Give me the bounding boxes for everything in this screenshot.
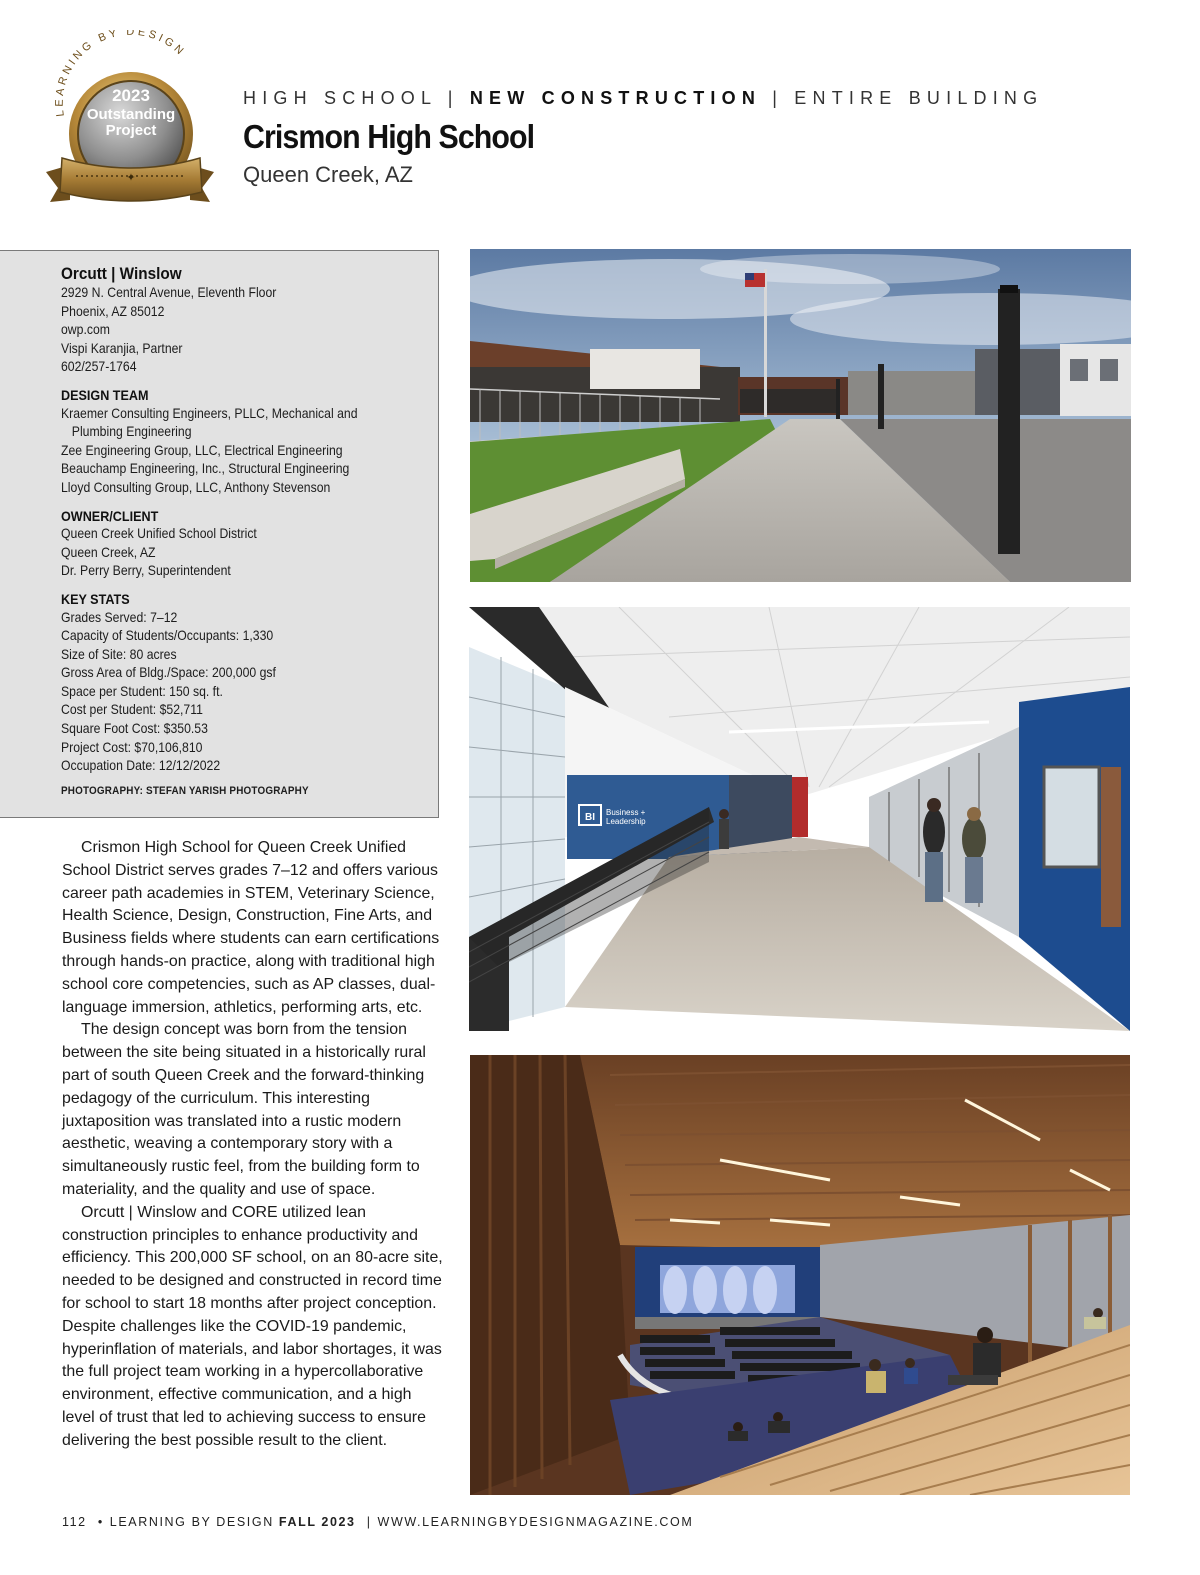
key-stats-heading: KEY STATS xyxy=(61,590,130,607)
magazine-website[interactable]: WWW.LEARNINGBYDESIGNMAGAZINE.COM xyxy=(377,1515,694,1529)
magazine-name: LEARNING BY DESIGN xyxy=(109,1515,274,1529)
page-title: Crismon High School xyxy=(243,118,535,155)
stat-item: Square Foot Cost: $350.53 xyxy=(61,721,208,737)
owner-item: Queen Creek Unified School District xyxy=(61,526,257,542)
design-team-item: Zee Engineering Group, LLC, Electrical Engineering xyxy=(61,442,343,458)
mural-sign-icon: BI xyxy=(585,812,595,823)
firm-website: owp.com xyxy=(61,322,110,338)
auditorium-photo xyxy=(470,1055,1130,1495)
stat-item: Occupation Date: 12/12/2022 xyxy=(61,758,221,774)
photo-credit: PHOTOGRAPHY: STEFAN YARISH PHOTOGRAPHY xyxy=(61,784,309,797)
owner-heading: OWNER/CLIENT xyxy=(61,507,159,524)
badge-year: 2023 xyxy=(112,86,150,105)
article-paragraph: Orcutt | Winslow and CORE utilized lean construction principles to enhance productivity and efficiency. This 200,000 SF school, on an 80-acre site, needed to be designed and constructed in record time for school to start 18 months after project conception. Despite challenges like the COVID-19 pandemic, hyperinflation of materials, and labor shortages, it was the full project team working in a hypercollaborative environment, effective communication, and a high level of trust that led to achieving success to ensure delivering the best possible result to the client. xyxy=(62,1203,443,1449)
firm-phone: 602/257-1764 xyxy=(61,359,137,375)
page-number: 112 xyxy=(62,1515,87,1529)
category-type: NEW CONSTRUCTION xyxy=(469,88,762,108)
footer-bullet: • xyxy=(97,1515,104,1529)
badge-line1: Outstanding xyxy=(86,106,176,123)
badge-arc-text: LEARNING BY DESIGN xyxy=(53,30,188,118)
outstanding-project-badge xyxy=(40,30,220,210)
stat-item: Grades Served: 7–12 xyxy=(61,609,178,625)
page-footer xyxy=(62,1515,693,1529)
article-body xyxy=(62,837,444,1453)
issue-label: FALL 2023 xyxy=(278,1515,356,1529)
category-level: HIGH SCHOOL | xyxy=(243,88,470,108)
design-team-item: Kraemer Consulting Engineers, PLLC, Mechanical and xyxy=(61,405,358,421)
firm-contact: Vispi Karanjia, Partner xyxy=(61,340,183,356)
svg-text:✦: ✦ xyxy=(126,172,136,184)
stat-item: Size of Site: 80 acres xyxy=(61,646,177,662)
mural-sign-line1: Business + xyxy=(606,808,646,817)
stat-item: Space per Student: 150 sq. ft. xyxy=(61,683,223,699)
design-team-item: Beauchamp Engineering, Inc., Structural Engineering xyxy=(61,461,350,477)
project-category xyxy=(243,88,1043,109)
badge-medal-icon xyxy=(40,30,220,210)
category-scope: | ENTIRE BUILDING xyxy=(761,88,1044,108)
firm-name: Orcutt | Winslow xyxy=(61,264,182,283)
project-info-box xyxy=(0,250,439,818)
design-team-item: Lloyd Consulting Group, LLC, Anthony Stevenson xyxy=(61,479,331,495)
footer-divider: | xyxy=(366,1515,372,1529)
design-team-item: Plumbing Engineering xyxy=(71,424,192,440)
stat-item: Gross Area of Bldg./Space: 200,000 gsf xyxy=(61,665,276,681)
badge-line2: Project xyxy=(105,122,157,139)
stat-item: Capacity of Students/Occupants: 1,330 xyxy=(61,628,274,644)
corridor-photo xyxy=(469,607,1130,1031)
project-location: Queen Creek, AZ xyxy=(243,162,413,187)
firm-city: Phoenix, AZ 85012 xyxy=(61,303,165,319)
owner-item: Queen Creek, AZ xyxy=(61,544,156,560)
owner-item: Dr. Perry Berry, Superintendent xyxy=(61,563,231,579)
design-team-heading: DESIGN TEAM xyxy=(61,386,149,403)
stat-item: Cost per Student: $52,711 xyxy=(61,702,203,718)
exterior-photo xyxy=(470,249,1131,582)
article-paragraph: Crismon High School for Queen Creek Unified School District serves grades 7–12 and offers various career path academies in STEM, Veterinary Science, Health Science, Design, Construction, Fine Arts, and Business fields where students can earn certifications through hands-on practice, along with traditional high school core competencies, such as AP classes, dual-language immersion, athletics, performing arts, etc. xyxy=(62,839,440,1016)
stat-item: Project Cost: $70,106,810 xyxy=(61,739,203,755)
firm-address: 2929 N. Central Avenue, Eleventh Floor xyxy=(61,285,277,300)
mural-sign-line2: Leadership xyxy=(606,817,646,826)
article-paragraph: The design concept was born from the tension between the site being situated in a historically rural part of south Queen Creek and the forward-thinking pedagogy of the curriculum. This interesting juxtaposition was translated into a rustic modern aesthetic, weaving a contemporary story with a simultaneously rustic feel, from the building form to materiality, and the quality and use of space. xyxy=(62,1021,426,1198)
